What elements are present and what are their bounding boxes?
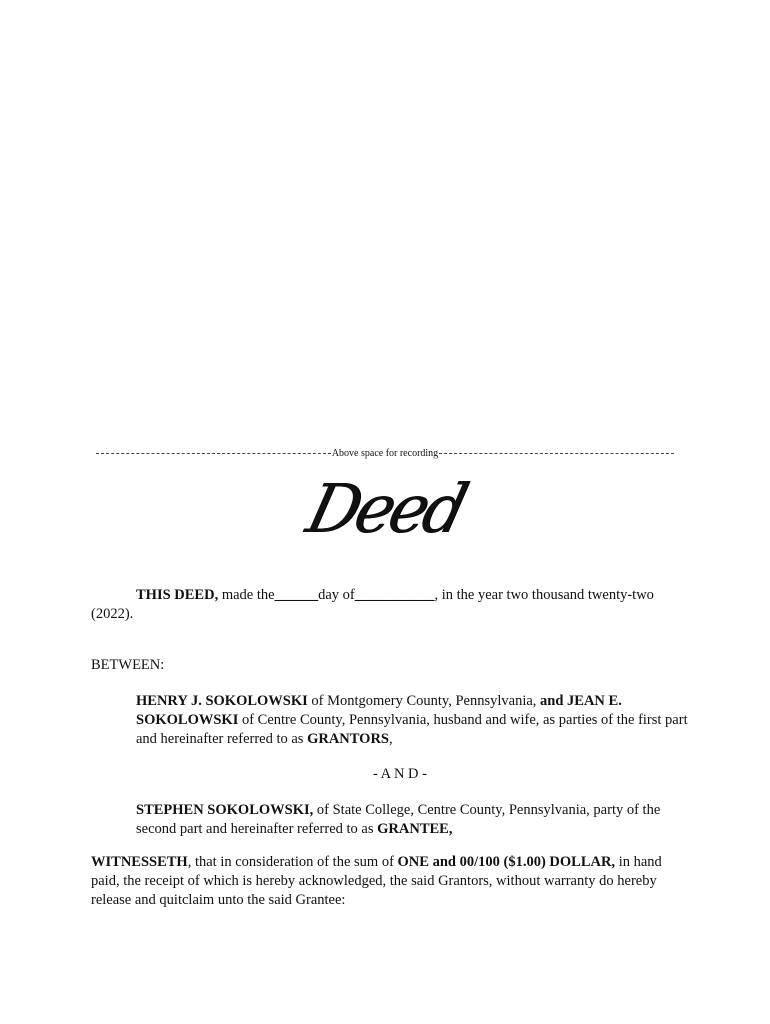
intro-day-of: day of [318,587,355,603]
grantors-end: , [389,731,393,747]
consideration-amount: ONE and 00/100 ($1.00) DOLLAR, [397,854,616,870]
grantors-role: GRANTORS [307,731,389,747]
witnesseth-paragraph [91,853,691,910]
grantors-paragraph [136,692,688,749]
and-separator: - A N D - [373,766,427,782]
intro-made-the: made the [218,587,275,603]
witnesseth-text-2: in hand paid, the receipt of which is hereby acknowledged, the said Grantors, without warranty do hereby release and quitclaim unto the said Grantee: [91,854,662,908]
divider-dashes-right [439,453,674,454]
grantors-text-2: of Centre County, Pennsylvania, husband and wife, as parties of the first part and hereinafter referred to as [136,712,688,747]
day-blank: ______ [274,587,319,603]
intro-rest: , in the year two thousand twenty-two (2022). [91,587,654,622]
witnesseth-text-1: , that in consideration of the sum of [187,854,398,870]
intro-paragraph [91,586,691,624]
grantee-text: of State College, Centre County, Pennsylvania, party of the second part and hereinafter referred to as [136,802,661,837]
recording-label: Above space for recording [331,447,439,459]
document-title: Deed [299,471,471,549]
between-heading: BETWEEN: [91,657,165,673]
divider-dashes-left [96,453,331,454]
grantee-name: STEPHEN SOKOLOWSKI, [136,802,314,818]
grantor-name-2: and JEAN E. SOKOLOWSKI [136,693,622,728]
grantor-name-1: HENRY J. SOKOLOWSKI [136,693,308,709]
grantee-role: GRANTEE, [377,821,453,837]
grantee-paragraph [136,801,688,839]
month-blank: ___________ [354,587,435,603]
grantors-text-1: of Montgomery County, Pennsylvania, [307,693,541,709]
witnesseth-lead: WITNESSETH [91,854,188,870]
recording-divider [96,446,674,460]
title-block [0,470,770,550]
intro-lead: THIS DEED, [136,587,219,603]
